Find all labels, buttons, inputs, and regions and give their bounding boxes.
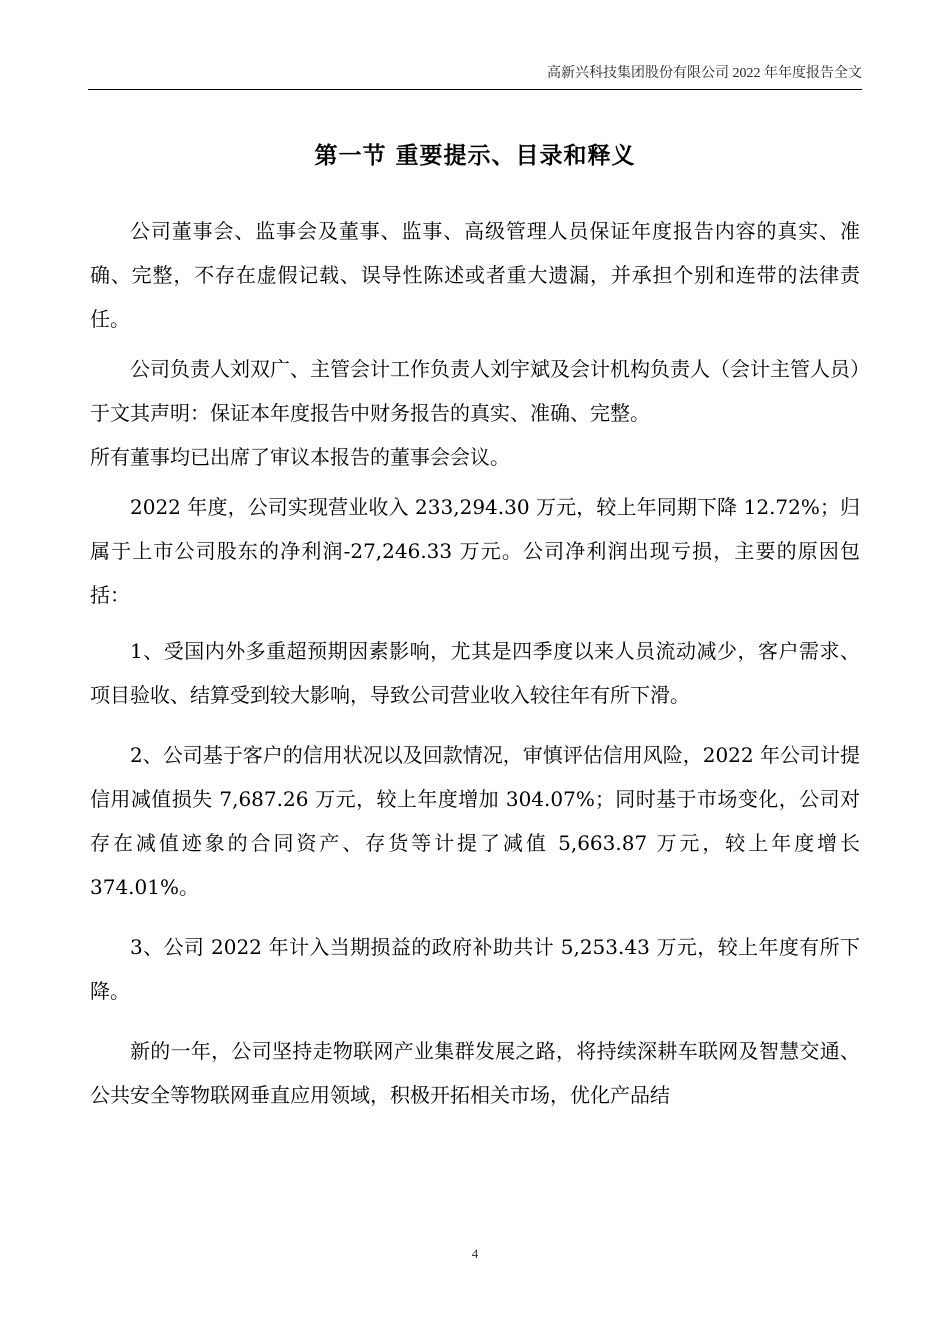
paragraph-officer-declaration: 公司负责人刘双广、主管会计工作负责人刘宇斌及会计机构负责人（会计主管人员）于文其声明：保证本年度报告中财务报告的真实、准确、完整。 <box>90 357 860 425</box>
document-body <box>90 209 860 1117</box>
paragraph-reason-3: 3、公司 2022 年计入当期损益的政府补助共计 5,253.43 万元，较上年度有所下降。 <box>90 935 860 1003</box>
paragraph-outlook: 新的一年，公司坚持走物联网产业集群发展之路，将持续深耕车联网及智慧交通、公共安全等物联网垂直应用领域，积极开拓相关市场，优化产品结 <box>90 1039 860 1107</box>
header-title: 高新兴科技集团股份有限公司 2022 年年度报告全文 <box>547 66 862 81</box>
paragraph-reason-2: 2、公司基于客户的信用状况以及回款情况，审慎评估信用风险，2022 年公司计提信用减值损失 7,687.26 万元，较上年度增加 304.07%；同时基于市场变化，公司对存在减值迹象的合同资产、存货等计提了减值 5,663.87 万元，较上年度增长 374.01%。 <box>90 743 860 899</box>
page-header <box>88 64 862 90</box>
paragraph-annual-results: 2022 年度，公司实现营业收入 233,294.30 万元，较上年同期下降 12.72%；归属于上市公司股东的净利润-27,246.33 万元。公司净利润出现亏损，主要的原因包括： <box>90 495 860 607</box>
paragraph-board-attendance: 所有董事均已出席了审议本报告的董事会会议。 <box>90 445 510 469</box>
page-number: 4 <box>471 1246 479 1261</box>
section-title: 第一节 重要提示、目录和释义 <box>314 142 636 169</box>
paragraph-reason-1: 1、受国内外多重超预期因素影响，尤其是四季度以来人员流动减少，客户需求、项目验收、结算受到较大影响，导致公司营业收入较往年有所下滑。 <box>90 639 860 707</box>
paragraph-responsibility-statement: 公司董事会、监事会及董事、监事、高级管理人员保证年度报告内容的真实、准确、完整，不存在虚假记载、误导性陈述或者重大遗漏，并承担个别和连带的法律责任。 <box>90 219 860 331</box>
